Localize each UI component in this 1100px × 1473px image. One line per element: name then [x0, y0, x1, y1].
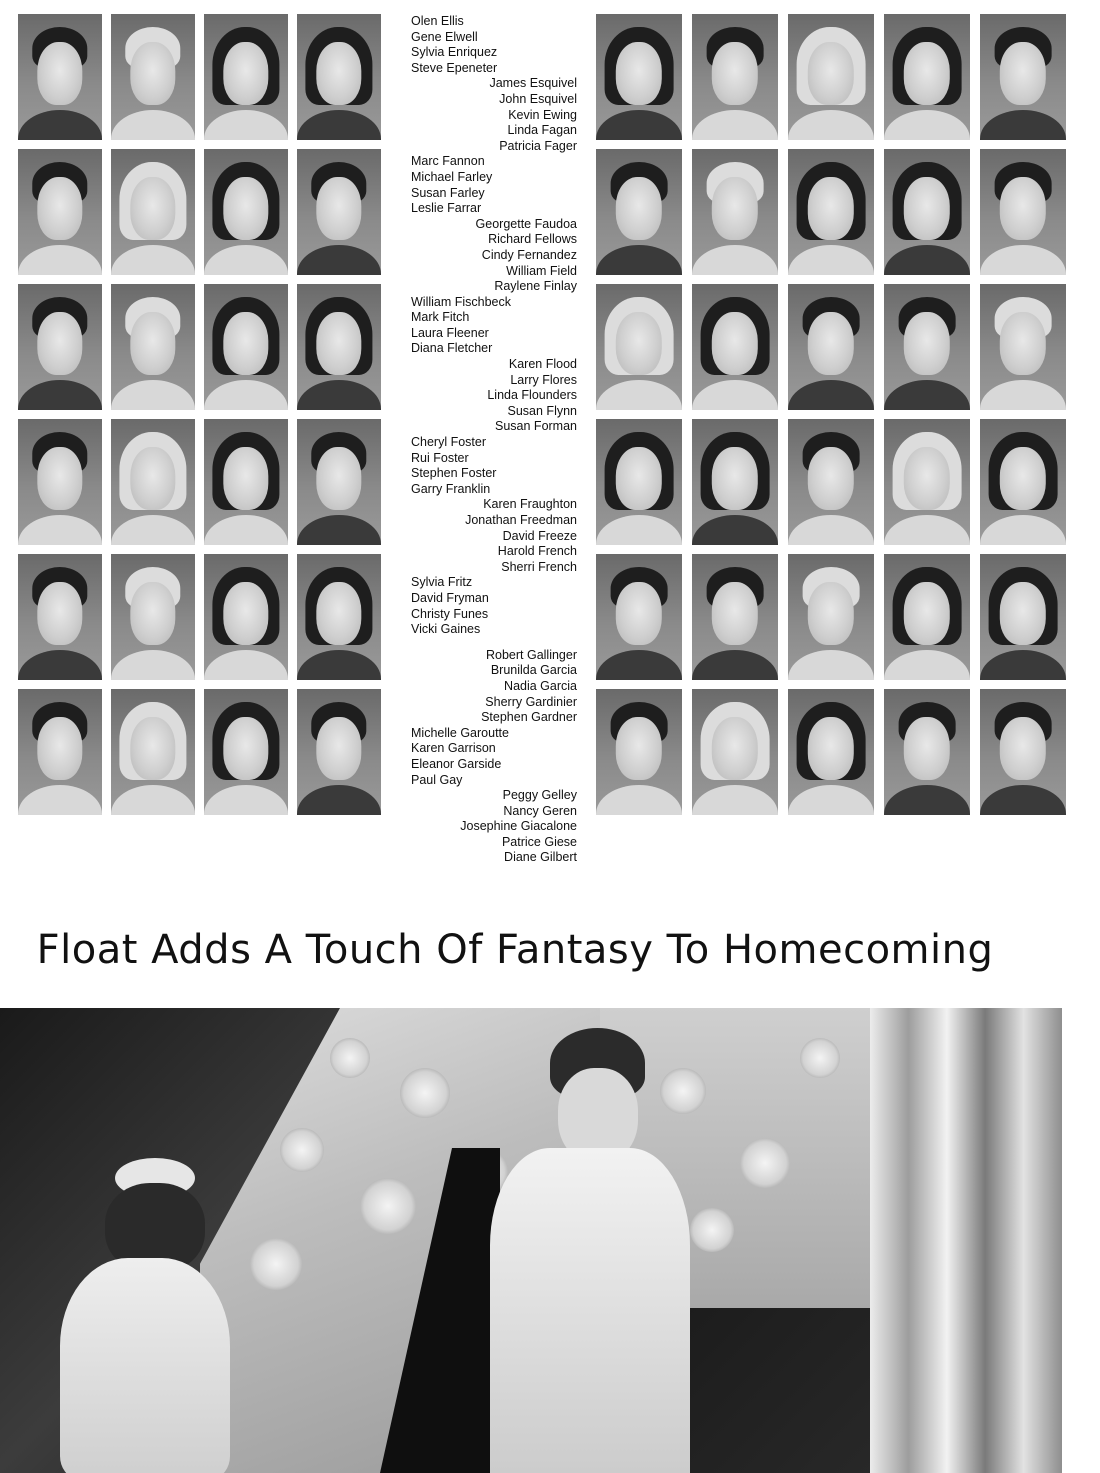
student-name: Sylvia Enriquez: [411, 45, 498, 60]
student-portrait: [204, 284, 288, 410]
student-name: Susan Farley: [411, 185, 485, 200]
page-headline: Float Adds A Touch Of Fantasy To Homecoming: [36, 927, 994, 973]
student-name: Patrice Giese: [501, 834, 577, 849]
student-name: Laura Fleener: [411, 325, 489, 340]
student-portrait: [297, 14, 381, 140]
student-name: Rui Foster: [411, 450, 469, 465]
student-portrait: [297, 419, 381, 545]
student-portrait: [884, 14, 970, 140]
girl-in-bonnet: [60, 1158, 240, 1473]
student-portrait: [18, 419, 102, 545]
student-portrait: [788, 689, 874, 815]
student-portrait: [980, 689, 1066, 815]
student-name: Steve Epeneter: [411, 60, 498, 75]
student-name: Raylene Finlay: [494, 279, 577, 294]
student-portrait: [788, 284, 874, 410]
student-name: Marc Fannon: [411, 154, 485, 169]
student-name: Susan Forman: [495, 419, 577, 434]
student-name: Nadia Garcia: [504, 678, 577, 693]
student-name: Olen Ellis: [411, 14, 464, 28]
student-portrait: [596, 554, 682, 680]
student-name: Patricia Fager: [499, 138, 577, 153]
student-portrait: [204, 689, 288, 815]
student-portrait: [204, 149, 288, 275]
student-name: Brunilda Garcia: [490, 663, 577, 678]
student-name: Michael Farley: [411, 169, 493, 184]
student-portrait: [111, 284, 195, 410]
student-name: Sherri French: [501, 559, 577, 574]
student-name: Vicki Gaines: [411, 622, 481, 637]
student-portrait: [692, 419, 778, 545]
student-name: Karen Fraughton: [483, 497, 577, 512]
student-name: Paul Gay: [411, 772, 463, 787]
student-name: Georgette Faudoa: [475, 216, 577, 231]
student-name: Larry Flores: [510, 372, 577, 387]
student-portrait: [204, 419, 288, 545]
student-portrait: [884, 419, 970, 545]
student-portrait: [596, 14, 682, 140]
student-name: Stephen Gardner: [481, 710, 577, 725]
student-portrait: [980, 149, 1066, 275]
student-portrait: [111, 689, 195, 815]
student-name: Josephine Giacalone: [460, 819, 577, 834]
student-portrait: [111, 149, 195, 275]
curtain-pillar: [870, 1008, 1062, 1473]
student-portrait: [596, 284, 682, 410]
student-name: Eleanor Garside: [411, 756, 502, 771]
student-name: Michelle Garoutte: [411, 725, 509, 740]
student-name: Diane Gilbert: [504, 850, 577, 865]
student-portrait: [297, 284, 381, 410]
student-portrait: [692, 689, 778, 815]
student-name: Karen Garrison: [411, 741, 496, 756]
student-portrait: [18, 14, 102, 140]
student-portrait: [980, 419, 1066, 545]
student-portrait: [596, 149, 682, 275]
student-portrait: [884, 149, 970, 275]
student-portrait: [297, 149, 381, 275]
student-name: Garry Franklin: [411, 481, 491, 496]
student-name: Sherry Gardinier: [485, 694, 577, 709]
student-portrait: [692, 554, 778, 680]
student-name: Cindy Fernandez: [481, 247, 577, 262]
student-portrait: [692, 149, 778, 275]
student-name: Peggy Gelley: [502, 788, 577, 803]
student-name: Diana Fletcher: [411, 341, 493, 356]
student-name: Richard Fellows: [488, 232, 577, 247]
student-name: William Fischbeck: [411, 294, 512, 309]
student-portrait: [980, 554, 1066, 680]
student-portrait: [18, 554, 102, 680]
student-name-list: [411, 14, 577, 866]
student-portrait: [884, 284, 970, 410]
student-portrait: [297, 689, 381, 815]
boy-in-cape: [380, 1028, 710, 1473]
student-portrait: [204, 14, 288, 140]
student-portrait: [884, 554, 970, 680]
student-name: Nancy Geren: [503, 803, 577, 818]
student-name: Jonathan Freedman: [465, 513, 577, 527]
student-portrait: [788, 554, 874, 680]
student-name: William Field: [506, 263, 577, 278]
student-portrait: [596, 419, 682, 545]
student-name: Cheryl Foster: [411, 435, 487, 450]
student-name: David Freeze: [502, 528, 577, 543]
student-name: Kevin Ewing: [508, 107, 577, 122]
student-portrait: [18, 689, 102, 815]
student-name: John Esquivel: [499, 91, 577, 106]
student-portrait: [111, 419, 195, 545]
student-name: Linda Flounders: [487, 388, 577, 403]
student-portrait: [692, 14, 778, 140]
student-portrait: [788, 149, 874, 275]
student-name: Karen Flood: [508, 357, 577, 372]
student-portrait: [980, 284, 1066, 410]
homecoming-float-photo: [0, 1008, 1062, 1473]
student-portrait: [297, 554, 381, 680]
student-portrait: [111, 14, 195, 140]
student-name: Harold French: [497, 544, 577, 559]
student-name: Stephen Foster: [411, 466, 497, 481]
portrait-grid-left: [18, 14, 381, 815]
student-name: Gene Elwell: [411, 29, 478, 44]
student-portrait: [18, 149, 102, 275]
portrait-grid-right: [596, 14, 1066, 815]
student-portrait: [596, 689, 682, 815]
student-portrait: [884, 689, 970, 815]
student-name: Linda Fagan: [507, 123, 577, 138]
student-portrait: [692, 284, 778, 410]
student-name: James Esquivel: [489, 76, 577, 91]
student-name: Sylvia Fritz: [411, 575, 473, 590]
student-name: Leslie Farrar: [411, 201, 482, 216]
student-name: Christy Funes: [411, 606, 489, 621]
student-portrait: [18, 284, 102, 410]
student-portrait: [788, 14, 874, 140]
student-name: Robert Gallinger: [485, 647, 577, 662]
student-portrait: [111, 554, 195, 680]
student-name: Susan Flynn: [507, 403, 577, 418]
student-name: David Fryman: [411, 590, 489, 605]
student-name: Mark Fitch: [411, 310, 470, 325]
student-portrait: [204, 554, 288, 680]
student-portrait: [788, 419, 874, 545]
student-portrait: [980, 14, 1066, 140]
name-list-spacer: [411, 638, 577, 648]
